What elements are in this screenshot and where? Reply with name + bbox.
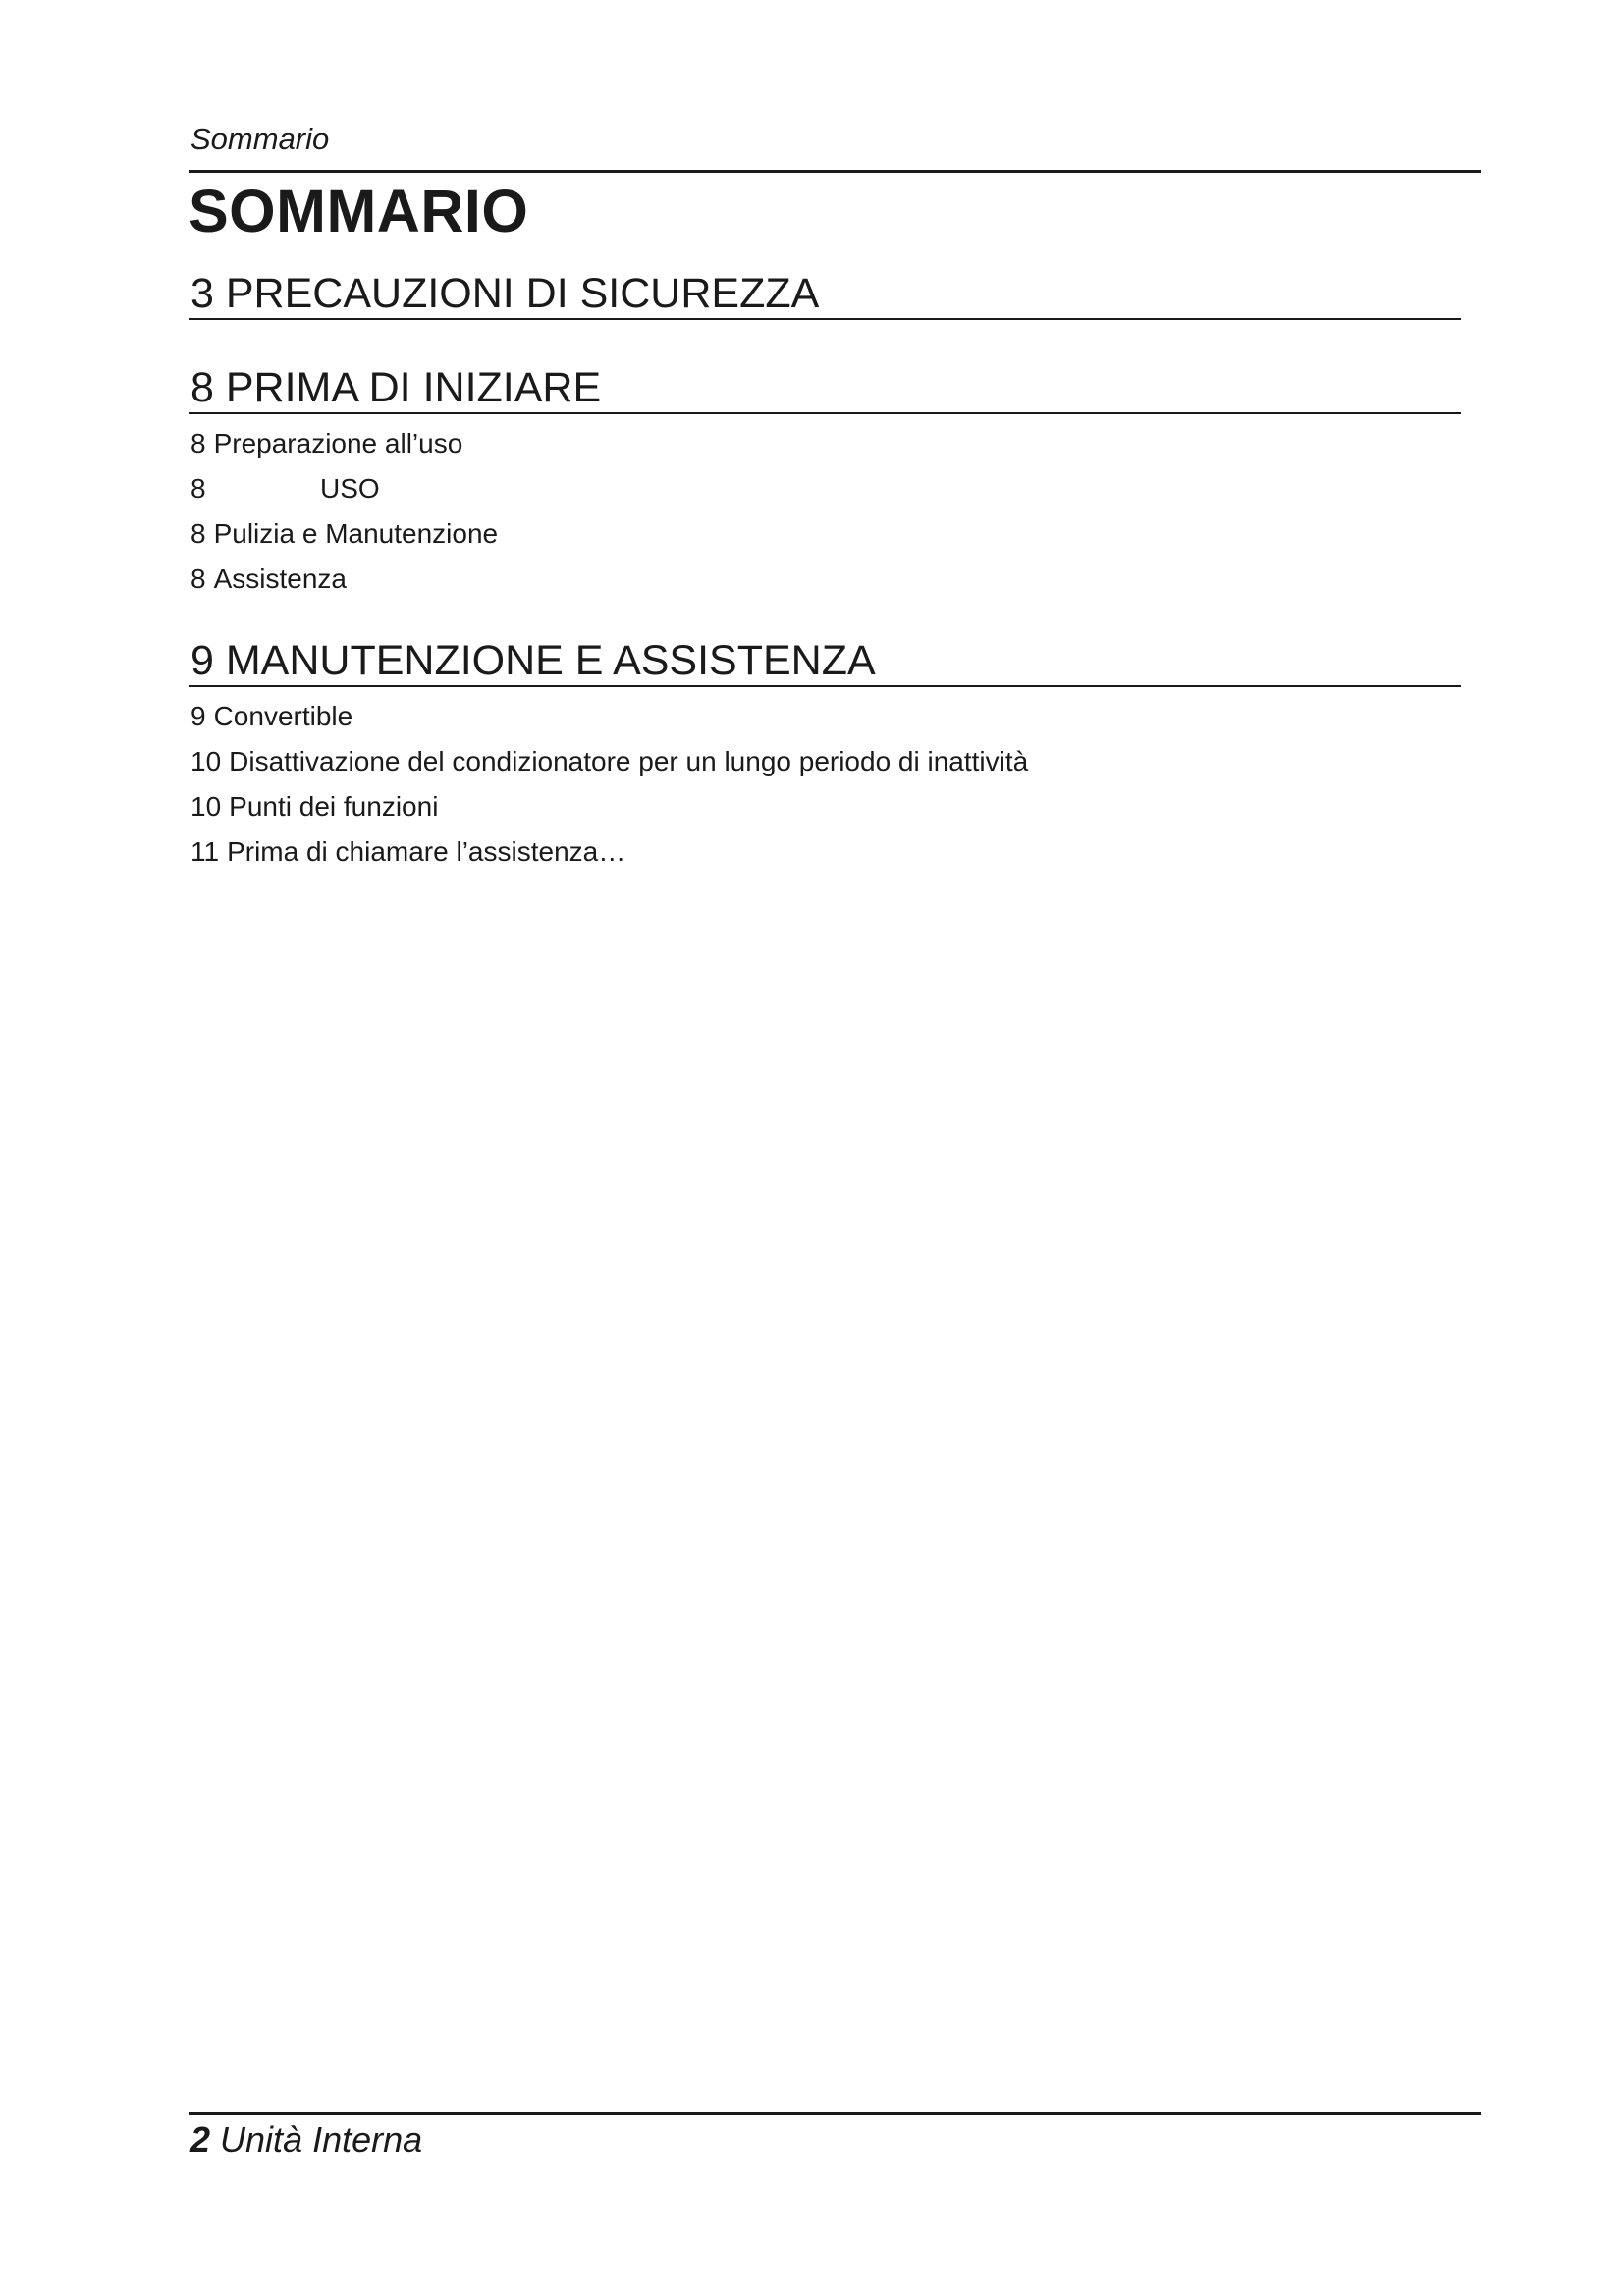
entry-page-number: 10 bbox=[190, 746, 222, 776]
page-title: SOMMARIO bbox=[189, 178, 529, 244]
page-footer bbox=[190, 2119, 423, 2160]
top-rule bbox=[189, 170, 1481, 173]
entry-text: Convertible bbox=[213, 701, 353, 731]
entry-page-number: 11 bbox=[190, 836, 220, 867]
toc-entry[interactable] bbox=[189, 829, 1461, 875]
toc-entry[interactable] bbox=[189, 694, 1461, 739]
entry-text: Disattivazione del condizionatore per un lungo periodo di inattività bbox=[229, 746, 1029, 776]
running-head: Sommario bbox=[190, 122, 330, 156]
toc-entry[interactable] bbox=[189, 421, 1461, 466]
footer-page-number: 2 bbox=[190, 2119, 211, 2160]
toc-section-maintenance bbox=[189, 637, 1461, 875]
section-heading[interactable]: 3 PRECAUZIONI DI SICUREZZA bbox=[189, 273, 1461, 320]
toc-entry-list bbox=[189, 421, 1461, 602]
toc-entry[interactable] bbox=[189, 511, 1461, 557]
entry-page-number: 8 bbox=[190, 518, 206, 549]
toc-section-safety bbox=[189, 270, 1461, 320]
section-heading[interactable]: 9 MANUTENZIONE E ASSISTENZA bbox=[189, 640, 1461, 687]
toc-entry[interactable] bbox=[189, 784, 1461, 829]
entry-page-number: 9 bbox=[190, 701, 206, 731]
entry-text: Pulizia e Manutenzione bbox=[213, 518, 499, 549]
entry-text: Prima di chiamare l’assistenza… bbox=[227, 836, 626, 867]
bottom-rule bbox=[189, 2112, 1481, 2115]
entry-text: USO bbox=[320, 473, 380, 504]
entry-page-number: 8 bbox=[190, 473, 206, 504]
entry-text: Punti dei funzioni bbox=[229, 791, 439, 822]
entry-page-number: 8 bbox=[190, 563, 206, 594]
entry-text: Preparazione all’uso bbox=[213, 428, 463, 458]
toc-entry[interactable] bbox=[189, 739, 1461, 784]
toc-entry[interactable] bbox=[189, 557, 1461, 602]
toc-entry-list bbox=[189, 694, 1461, 875]
entry-text: Assistenza bbox=[213, 563, 347, 594]
footer-label: Unità Interna bbox=[220, 2119, 423, 2160]
section-heading[interactable]: 8 PRIMA DI INIZIARE bbox=[189, 367, 1461, 414]
toc-section-before-start bbox=[189, 364, 1461, 602]
entry-page-number: 10 bbox=[190, 791, 222, 822]
entry-page-number: 8 bbox=[190, 428, 206, 458]
toc-entry[interactable] bbox=[189, 466, 1461, 511]
